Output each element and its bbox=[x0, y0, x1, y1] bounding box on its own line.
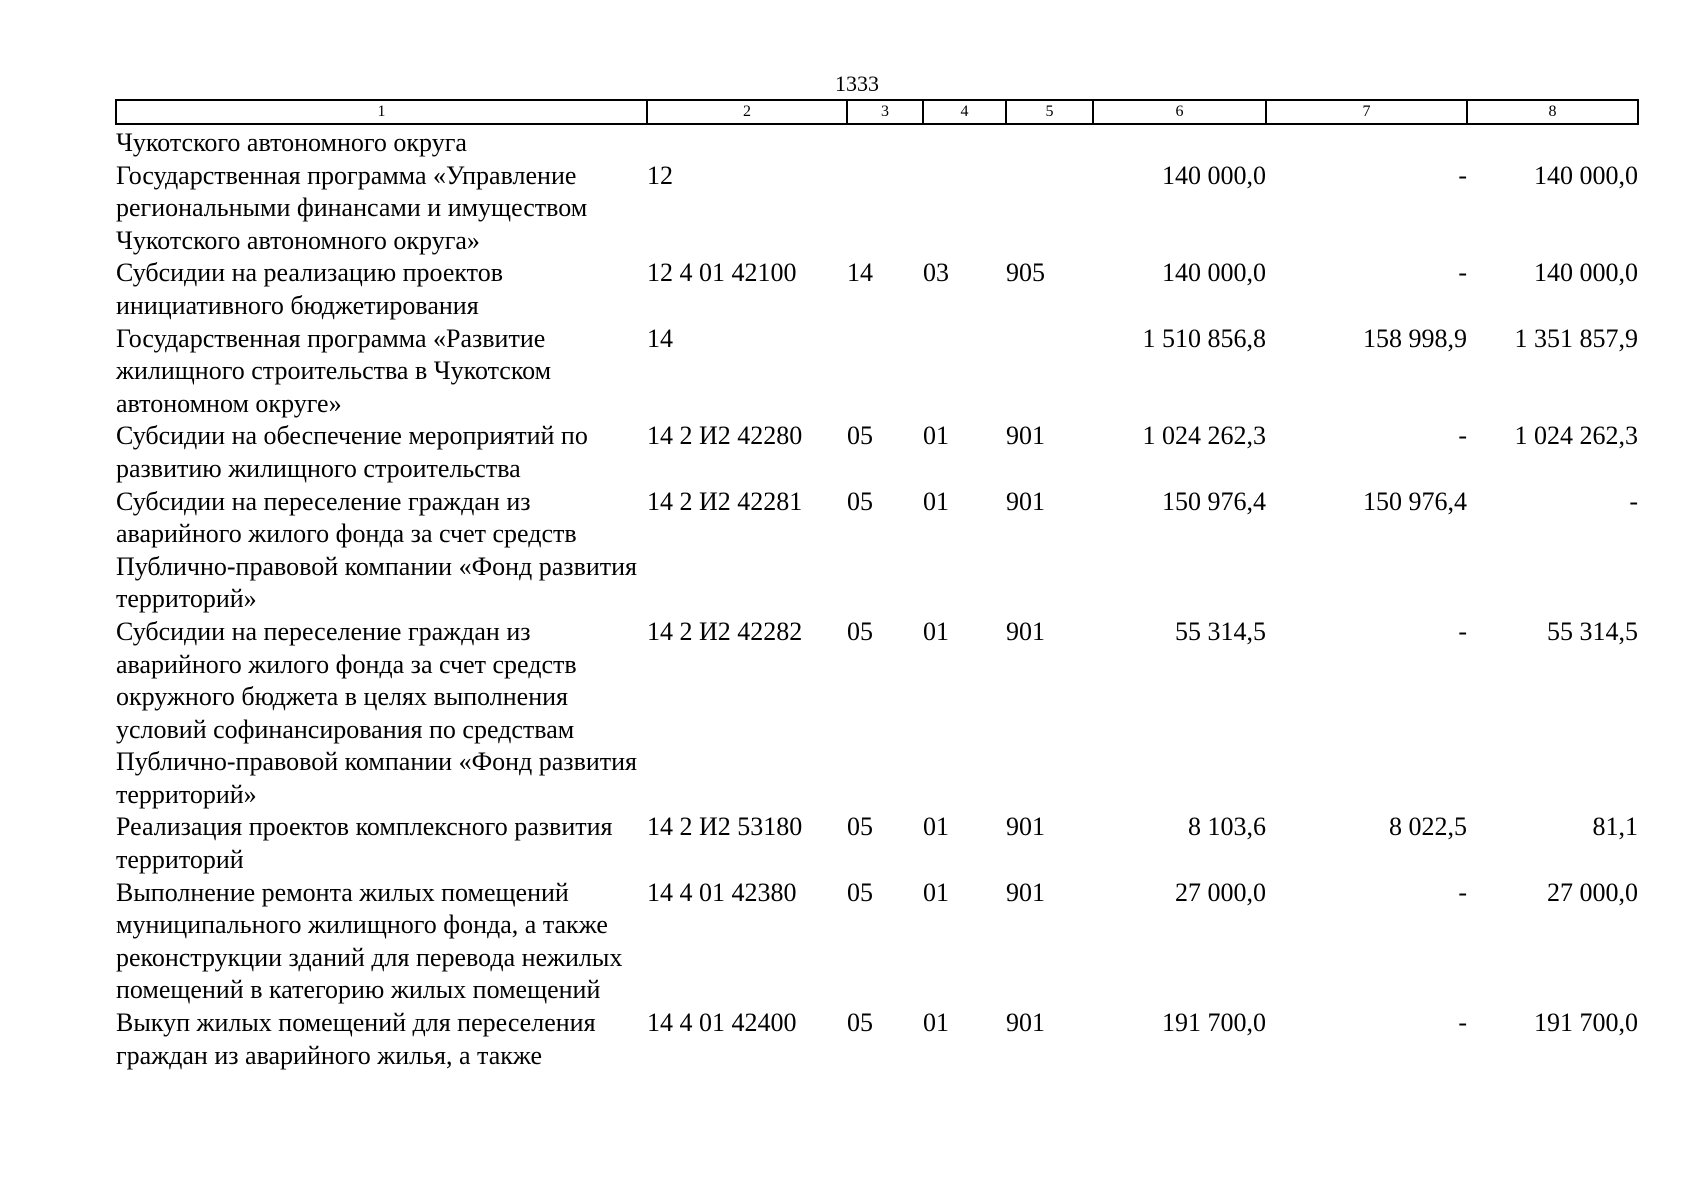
row-federal: - bbox=[1458, 258, 1467, 288]
row-federal: - bbox=[1458, 877, 1467, 907]
table-row bbox=[116, 257, 1638, 322]
row-ministry-code bbox=[1006, 160, 1093, 258]
row-regional: 191 700,0 bbox=[1534, 1008, 1638, 1038]
row-federal: - bbox=[1458, 616, 1467, 646]
table-row bbox=[116, 877, 1638, 1007]
row-target-code: 14 2 И2 42280 bbox=[647, 421, 803, 451]
row-section: 05 bbox=[847, 812, 873, 842]
row-regional: 140 000,0 bbox=[1534, 258, 1638, 288]
row-total: 55 314,5 bbox=[1175, 616, 1266, 646]
page-number: 1333 bbox=[835, 71, 879, 96]
row-name: Субсидии на реализацию проектов инициативного бюджетирования bbox=[116, 258, 503, 320]
row-regional: 1 024 262,3 bbox=[1514, 421, 1638, 451]
row-subsection: 01 bbox=[923, 486, 949, 516]
row-section: 14 bbox=[847, 258, 873, 288]
row-subsection bbox=[923, 160, 1006, 258]
table-row bbox=[116, 323, 1638, 421]
row-subsection bbox=[923, 124, 1006, 160]
row-federal: - bbox=[1458, 1008, 1467, 1038]
row-federal: 158 998,9 bbox=[1363, 323, 1467, 353]
row-ministry-code: 901 bbox=[1006, 877, 1045, 907]
row-total: 27 000,0 bbox=[1175, 877, 1266, 907]
table-row bbox=[116, 420, 1638, 485]
row-total: 1 024 262,3 bbox=[1142, 421, 1266, 451]
row-federal: - bbox=[1458, 160, 1467, 190]
row-section: 05 bbox=[847, 486, 873, 516]
row-target-code: 12 bbox=[647, 160, 673, 190]
table-row bbox=[116, 1007, 1638, 1072]
table-row bbox=[116, 811, 1638, 876]
column-header-4: 4 bbox=[923, 100, 1006, 124]
row-subsection: 01 bbox=[923, 421, 949, 451]
row-section bbox=[847, 124, 923, 160]
row-subsection: 01 bbox=[923, 616, 949, 646]
row-section bbox=[847, 323, 923, 421]
row-subsection: 01 bbox=[923, 877, 949, 907]
row-subsection: 01 bbox=[923, 812, 949, 842]
row-section: 05 bbox=[847, 877, 873, 907]
column-header-7: 7 bbox=[1266, 100, 1467, 124]
row-target-code: 14 4 01 42400 bbox=[647, 1008, 797, 1038]
row-name: Выполнение ремонта жилых помещений муниципального жилищного фонда, а также реконструкции зданий для перевода нежилых помещений в категорию жилых помещений bbox=[116, 877, 623, 1005]
row-total: 140 000,0 bbox=[1162, 258, 1266, 288]
column-header-3: 3 bbox=[847, 100, 923, 124]
table-row bbox=[116, 486, 1638, 616]
column-header-8: 8 bbox=[1467, 100, 1638, 124]
row-regional: 1 351 857,9 bbox=[1514, 323, 1638, 353]
table-row bbox=[116, 616, 1638, 812]
row-regional: 81,1 bbox=[1592, 812, 1638, 842]
column-header-2: 2 bbox=[647, 100, 847, 124]
row-ministry-code: 901 bbox=[1006, 616, 1045, 646]
row-total: 150 976,4 bbox=[1162, 486, 1266, 516]
row-ministry-code: 901 bbox=[1006, 812, 1045, 842]
row-name: Государственная программа «Развитие жилищного строительства в Чукотском автономном округе» bbox=[116, 323, 552, 418]
row-ministry-code bbox=[1006, 323, 1093, 421]
row-target-code: 14 4 01 42380 bbox=[647, 877, 797, 907]
row-federal bbox=[1266, 124, 1467, 160]
row-name: Реализация проектов комплексного развития территорий bbox=[116, 812, 613, 875]
budget-table bbox=[115, 99, 1639, 1072]
row-subsection: 03 bbox=[923, 258, 949, 288]
row-total: 191 700,0 bbox=[1162, 1008, 1266, 1038]
row-name: Субсидии на переселение граждан из аварийного жилого фонда за счет средств Публично-правовой компании «Фонд развития территорий» bbox=[116, 486, 638, 614]
table-header bbox=[116, 100, 1638, 124]
row-ministry-code: 901 bbox=[1006, 421, 1045, 451]
row-section bbox=[847, 160, 923, 258]
row-target-code: 14 2 И2 42281 bbox=[647, 486, 803, 516]
row-target-code bbox=[647, 124, 847, 160]
row-total: 8 103,6 bbox=[1188, 812, 1266, 842]
row-federal: - bbox=[1458, 421, 1467, 451]
row-ministry-code: 901 bbox=[1006, 1008, 1045, 1038]
row-total: 140 000,0 bbox=[1162, 160, 1266, 190]
row-name: Чукотского автономного округа bbox=[116, 128, 467, 157]
row-subsection bbox=[923, 323, 1006, 421]
row-target-code: 14 2 И2 42282 bbox=[647, 616, 803, 646]
table-row bbox=[116, 124, 1638, 160]
row-federal: 8 022,5 bbox=[1389, 812, 1467, 842]
row-target-code: 14 2 И2 53180 bbox=[647, 812, 803, 842]
column-header-1: 1 bbox=[116, 100, 647, 124]
row-name: Субсидии на обеспечение мероприятий по развитию жилищного строительства bbox=[116, 421, 588, 483]
row-section: 05 bbox=[847, 421, 873, 451]
row-total: 1 510 856,8 bbox=[1142, 323, 1266, 353]
row-ministry-code: 905 bbox=[1006, 258, 1045, 288]
row-section: 05 bbox=[847, 1008, 873, 1038]
row-ministry-code: 901 bbox=[1006, 486, 1045, 516]
row-federal: 150 976,4 bbox=[1363, 486, 1467, 516]
row-subsection: 01 bbox=[923, 1008, 949, 1038]
row-regional: - bbox=[1629, 486, 1638, 516]
row-name: Государственная программа «Управление региональными финансами и имуществом Чукотского автономного округа» bbox=[116, 160, 588, 255]
row-target-code: 12 4 01 42100 bbox=[647, 258, 797, 288]
row-name: Выкуп жилых помещений для переселения граждан из аварийного жилья, а также bbox=[116, 1008, 596, 1070]
row-ministry-code bbox=[1006, 124, 1093, 160]
row-total bbox=[1093, 124, 1266, 160]
row-regional: 27 000,0 bbox=[1547, 877, 1638, 907]
row-regional: 55 314,5 bbox=[1547, 616, 1638, 646]
row-regional: 140 000,0 bbox=[1534, 160, 1638, 190]
row-regional bbox=[1467, 124, 1638, 160]
header-row bbox=[116, 100, 1638, 124]
column-header-6: 6 bbox=[1093, 100, 1266, 124]
row-target-code: 14 bbox=[647, 323, 673, 353]
table-body bbox=[116, 124, 1638, 1072]
column-header-5: 5 bbox=[1006, 100, 1093, 124]
row-name: Субсидии на переселение граждан из аварийного жилого фонда за счет средств окружного бюджета в целях выполнения условий софинансирования по средствам Публично-правовой компании «Фонд развития территорий» bbox=[116, 616, 638, 809]
table-row bbox=[116, 160, 1638, 258]
row-section: 05 bbox=[847, 616, 873, 646]
